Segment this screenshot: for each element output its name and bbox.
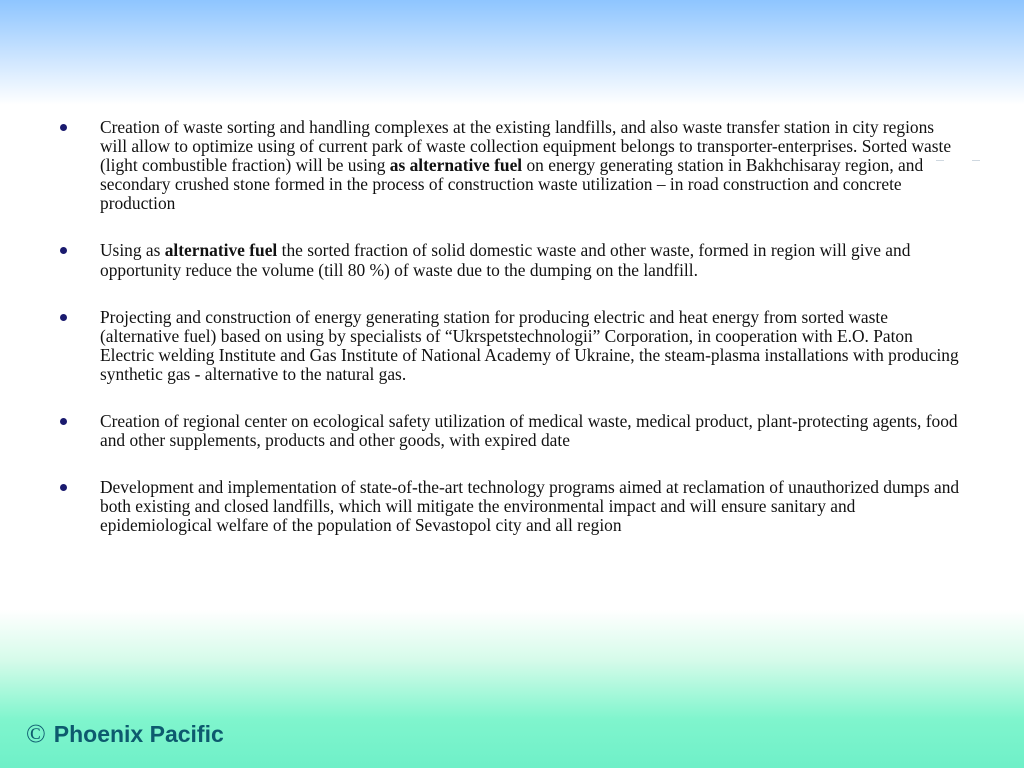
bullet-text: Development and implementation of state-of-the-art technology programs aimed at reclamation of unauthorized dumps and both existing and closed landfills, which will mitigate the environmental impact and will ensure sanitary and epidemiological welfare of the population of Sevastopol city and all region: [100, 477, 960, 536]
bullet-text-before: Creation of waste sorting and handling complexes at the existing landfills, and also waste transfer station in city regions will allow to optimize using of current park of waste collection equipment belongs to transporter-enterprises. Sorted waste (light combustible fraction) will be using: [100, 117, 952, 176]
decorative-mark: [972, 160, 980, 161]
bullet-list: [60, 118, 965, 564]
bullet-text: Projecting and construction of energy generating station for producing electric and heat energy from sorted waste (alternative fuel) based on using by specialists of “Ukrspetstechnologii” Corporation, in cooperation with E.O. Paton Electric welding Institute and Gas Institute of National Academy of Ukraine, the steam-plasma installations with producing synthetic gas - alternative to the natural gas.: [100, 306, 959, 384]
bullet-dot-icon: [60, 247, 67, 254]
bullet-text-bold: as alternative fuel: [389, 155, 523, 176]
copyright-icon: ©: [26, 719, 46, 748]
bullet-item-5: [60, 478, 965, 535]
bullet-text-after: the sorted fraction of solid domestic waste and other waste, formed in region will give and opportunity reduce the volume (till 80 %) of waste due to the dumping on the landfill.: [100, 240, 911, 280]
bullet-item-2: [60, 241, 965, 279]
bullet-text-after: on energy generating station in Bakhchisaray region, and secondary crushed stone formed in the process of construction waste utilization – in road construction and concrete production: [100, 155, 924, 214]
brand-name: Phoenix Pacific: [53, 720, 224, 747]
bullet-item-4: [60, 412, 965, 450]
bullet-item-3: [60, 308, 965, 384]
footer-brand: [26, 719, 224, 749]
decorative-mark: [936, 160, 944, 161]
bullet-dot-icon: [60, 314, 67, 321]
bullet-text-bold: alternative fuel: [164, 240, 278, 261]
bullet-text: Creation of regional center on ecological safety utilization of medical waste, medical product, plant-protecting agents, food and other supplements, products and other goods, with expired date: [100, 411, 958, 451]
bullet-dot-icon: [60, 418, 67, 425]
bullet-dot-icon: [60, 484, 67, 491]
bullet-text-before: Using as: [100, 240, 165, 261]
bullet-dot-icon: [60, 124, 67, 131]
bullet-item-1: [60, 118, 965, 213]
